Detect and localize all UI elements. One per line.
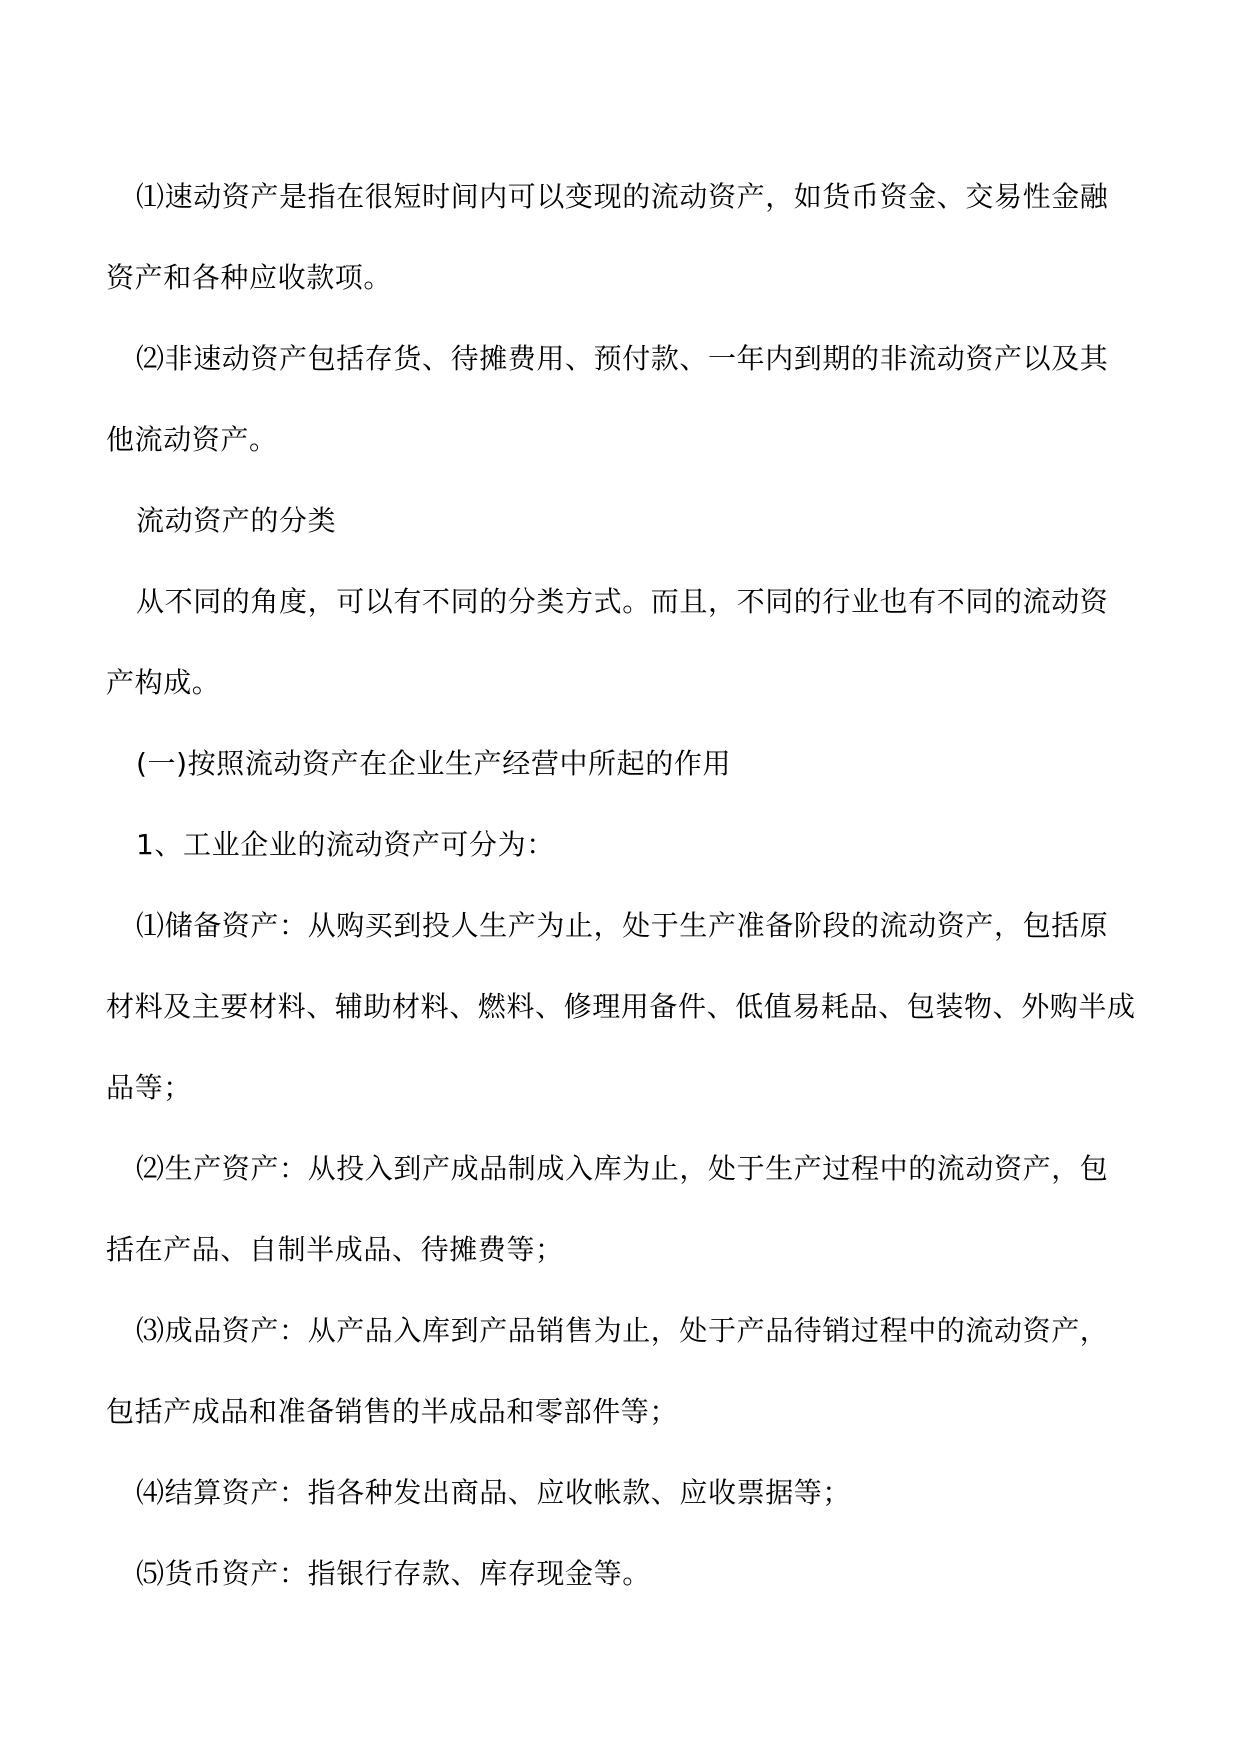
section-heading-classification: 流动资产的分类 [136,504,337,537]
paragraph-production-assets: ⑵生产资产：从投入到产成品制成入库为止，处于生产过程中的流动资产，包括在产品、自制半成品、待摊费等； [106,1152,1109,1266]
document-body [106,156,1136,1614]
paragraph-reserve-assets: ⑴储备资产：从购买到投人生产为止，处于生产准备阶段的流动资产，包括原材料及主要材料、辅助材料、燃料、修理用备件、低值易耗品、包装物、外购半成品等； [106,909,1136,1104]
paragraph-settlement-assets: ⑷结算资产：指各种发出商品、应收帐款、应收票据等； [136,1476,852,1509]
subheading-industrial-enterprise: 1、工业企业的流动资产可分为： [136,828,555,861]
paragraph-classification-intro: 从不同的角度，可以有不同的分类方式。而且，不同的行业也有不同的流动资产构成。 [106,585,1109,699]
paragraph-non-quick-assets: ⑵非速动资产包括存货、待摊费用、预付款、一年内到期的非流动资产以及其他流动资产。 [106,342,1109,456]
paragraph-finished-goods-assets: ⑶成品资产：从产品入库到产品销售为止，处于产品待销过程中的流动资产，包括产成品和准备销售的半成品和零部件等； [106,1314,1109,1428]
subheading-by-function: (一)按照流动资产在企业生产经营中所起的作用 [136,747,732,780]
paragraph-quick-assets: ⑴速动资产是指在很短时间内可以变现的流动资产，如货币资金、交易性金融资产和各种应收款项。 [106,180,1109,294]
paragraph-monetary-assets: ⑸货币资产：指银行存款、库存现金等。 [136,1557,651,1590]
